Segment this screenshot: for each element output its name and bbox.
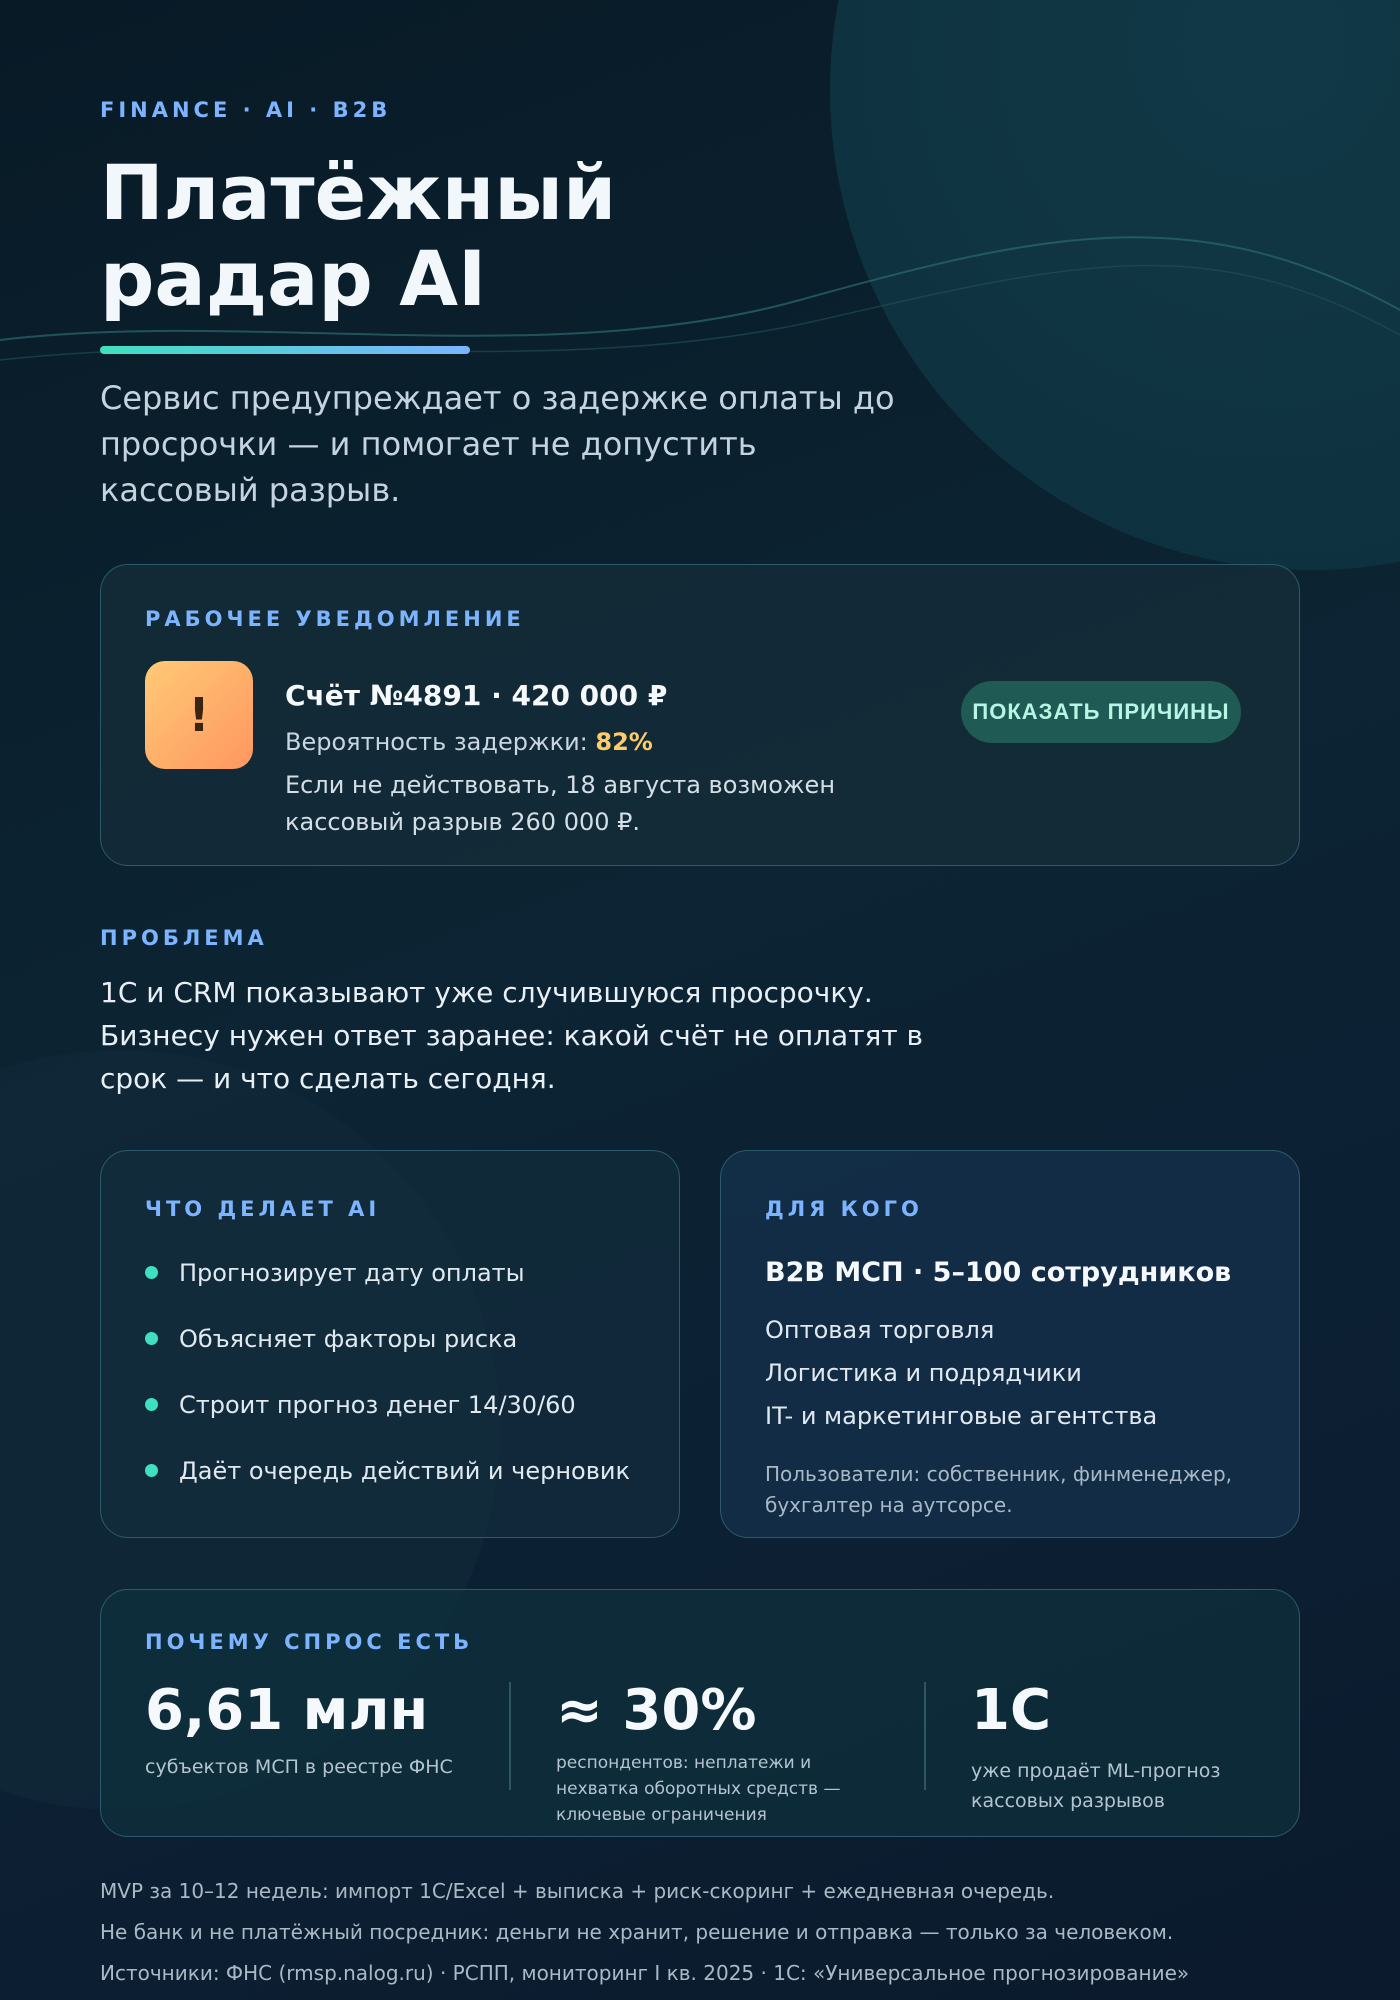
audience-list	[765, 1314, 1157, 1443]
divider	[509, 1682, 511, 1790]
delay-probability	[285, 728, 653, 756]
list-item: IT- и маркетинговые агентства	[765, 1402, 1158, 1430]
stat-description: респондентов: неплатежи и нехватка оборотных средств — ключевые ограничения	[556, 1753, 841, 1825]
demand-card	[100, 1589, 1300, 1837]
audience-users: Пользователи: собственник, финменеджер, бухгалтер на аутсорсе.	[765, 1462, 1232, 1517]
footer-sources: Источники: ФНС (rmsp.nalog.ru) · РСПП, мониторинг I кв. 2025 · 1С: «Универсальное прогнозирование»	[100, 1961, 1190, 1985]
ai-features-label: ЧТО ДЕЛАЕТ AI	[145, 1197, 381, 1221]
stat-respondents	[556, 1678, 856, 1828]
stat-value: 6,61 млн	[145, 1678, 429, 1743]
problem-text: 1С и CRM показывают уже случившуюся просрочку. Бизнесу нужен ответ заранее: какой счёт не оплатят в срок — и что сделать сегодня.	[100, 976, 924, 1095]
eyebrow-tag: FINANCE · AI · B2B	[100, 98, 392, 122]
page-subtitle: Сервис предупреждает о задержке оплаты до просрочки — и помогает не допустить кассовый разрыв.	[100, 379, 895, 509]
ai-features-card	[100, 1150, 680, 1538]
footer-notes	[100, 1876, 1320, 1999]
stat-msp-count	[145, 1678, 475, 1780]
list-item	[145, 1257, 630, 1323]
notification-card	[100, 564, 1300, 866]
audience-label: ДЛЯ КОГО	[765, 1197, 923, 1221]
title-underline	[100, 346, 470, 354]
bullet-icon	[145, 1332, 158, 1345]
audience-headline: B2B МСП · 5–100 сотрудников	[765, 1257, 1232, 1288]
stat-description: уже продаёт ML-прогноз кассовых разрывов	[971, 1760, 1221, 1812]
bullet-icon	[145, 1464, 158, 1477]
problem-label: ПРОБЛЕМА	[100, 926, 268, 950]
bullet-icon	[145, 1266, 158, 1279]
invoice-title: Счёт №4891 · 420 000 ₽	[285, 679, 668, 712]
bullet-icon	[145, 1398, 158, 1411]
footer-mvp: MVP за 10–12 недель: импорт 1С/Excel + выписка + риск-скоринг + ежедневная очередь.	[100, 1879, 1055, 1903]
ai-features-list	[145, 1257, 630, 1521]
delay-percent: 82%	[595, 728, 653, 756]
delay-prefix: Вероятность задержки:	[285, 728, 596, 756]
list-item	[145, 1455, 630, 1521]
notification-label: РАБОЧЕЕ УВЕДОМЛЕНИЕ	[145, 607, 525, 631]
stat-value: ≈ 30%	[556, 1678, 757, 1743]
audience-card	[720, 1150, 1300, 1538]
list-item	[145, 1389, 630, 1455]
stat-value: 1С	[971, 1678, 1052, 1743]
show-reasons-button[interactable]: ПОКАЗАТЬ ПРИЧИНЫ	[961, 681, 1241, 743]
list-item-text: Прогнозирует дату оплаты	[179, 1259, 525, 1287]
list-item: Оптовая торговля	[765, 1316, 995, 1344]
list-item-text: Даёт очередь действий и черновик	[179, 1457, 630, 1485]
divider	[924, 1682, 926, 1790]
page-title: Платёжный радар AI	[100, 148, 617, 323]
footer-disclaimer: Не банк и не платёжный посредник: деньги не хранит, решение и отправка — только за человеком.	[100, 1920, 1174, 1944]
list-item-text: Строит прогноз денег 14/30/60	[179, 1391, 576, 1419]
list-item: Логистика и подрядчики	[765, 1359, 1082, 1387]
stat-description: субъектов МСП в реестре ФНС	[145, 1756, 453, 1778]
cash-gap-warning: Если не действовать, 18 августа возможен кассовый разрыв 260 000 ₽.	[285, 771, 836, 836]
stat-competitor	[971, 1678, 1271, 1816]
list-item-text: Объясняет факторы риска	[179, 1325, 518, 1353]
list-item	[145, 1323, 630, 1389]
demand-label: ПОЧЕМУ СПРОС ЕСТЬ	[145, 1630, 474, 1654]
exclamation-icon: !	[145, 661, 253, 769]
